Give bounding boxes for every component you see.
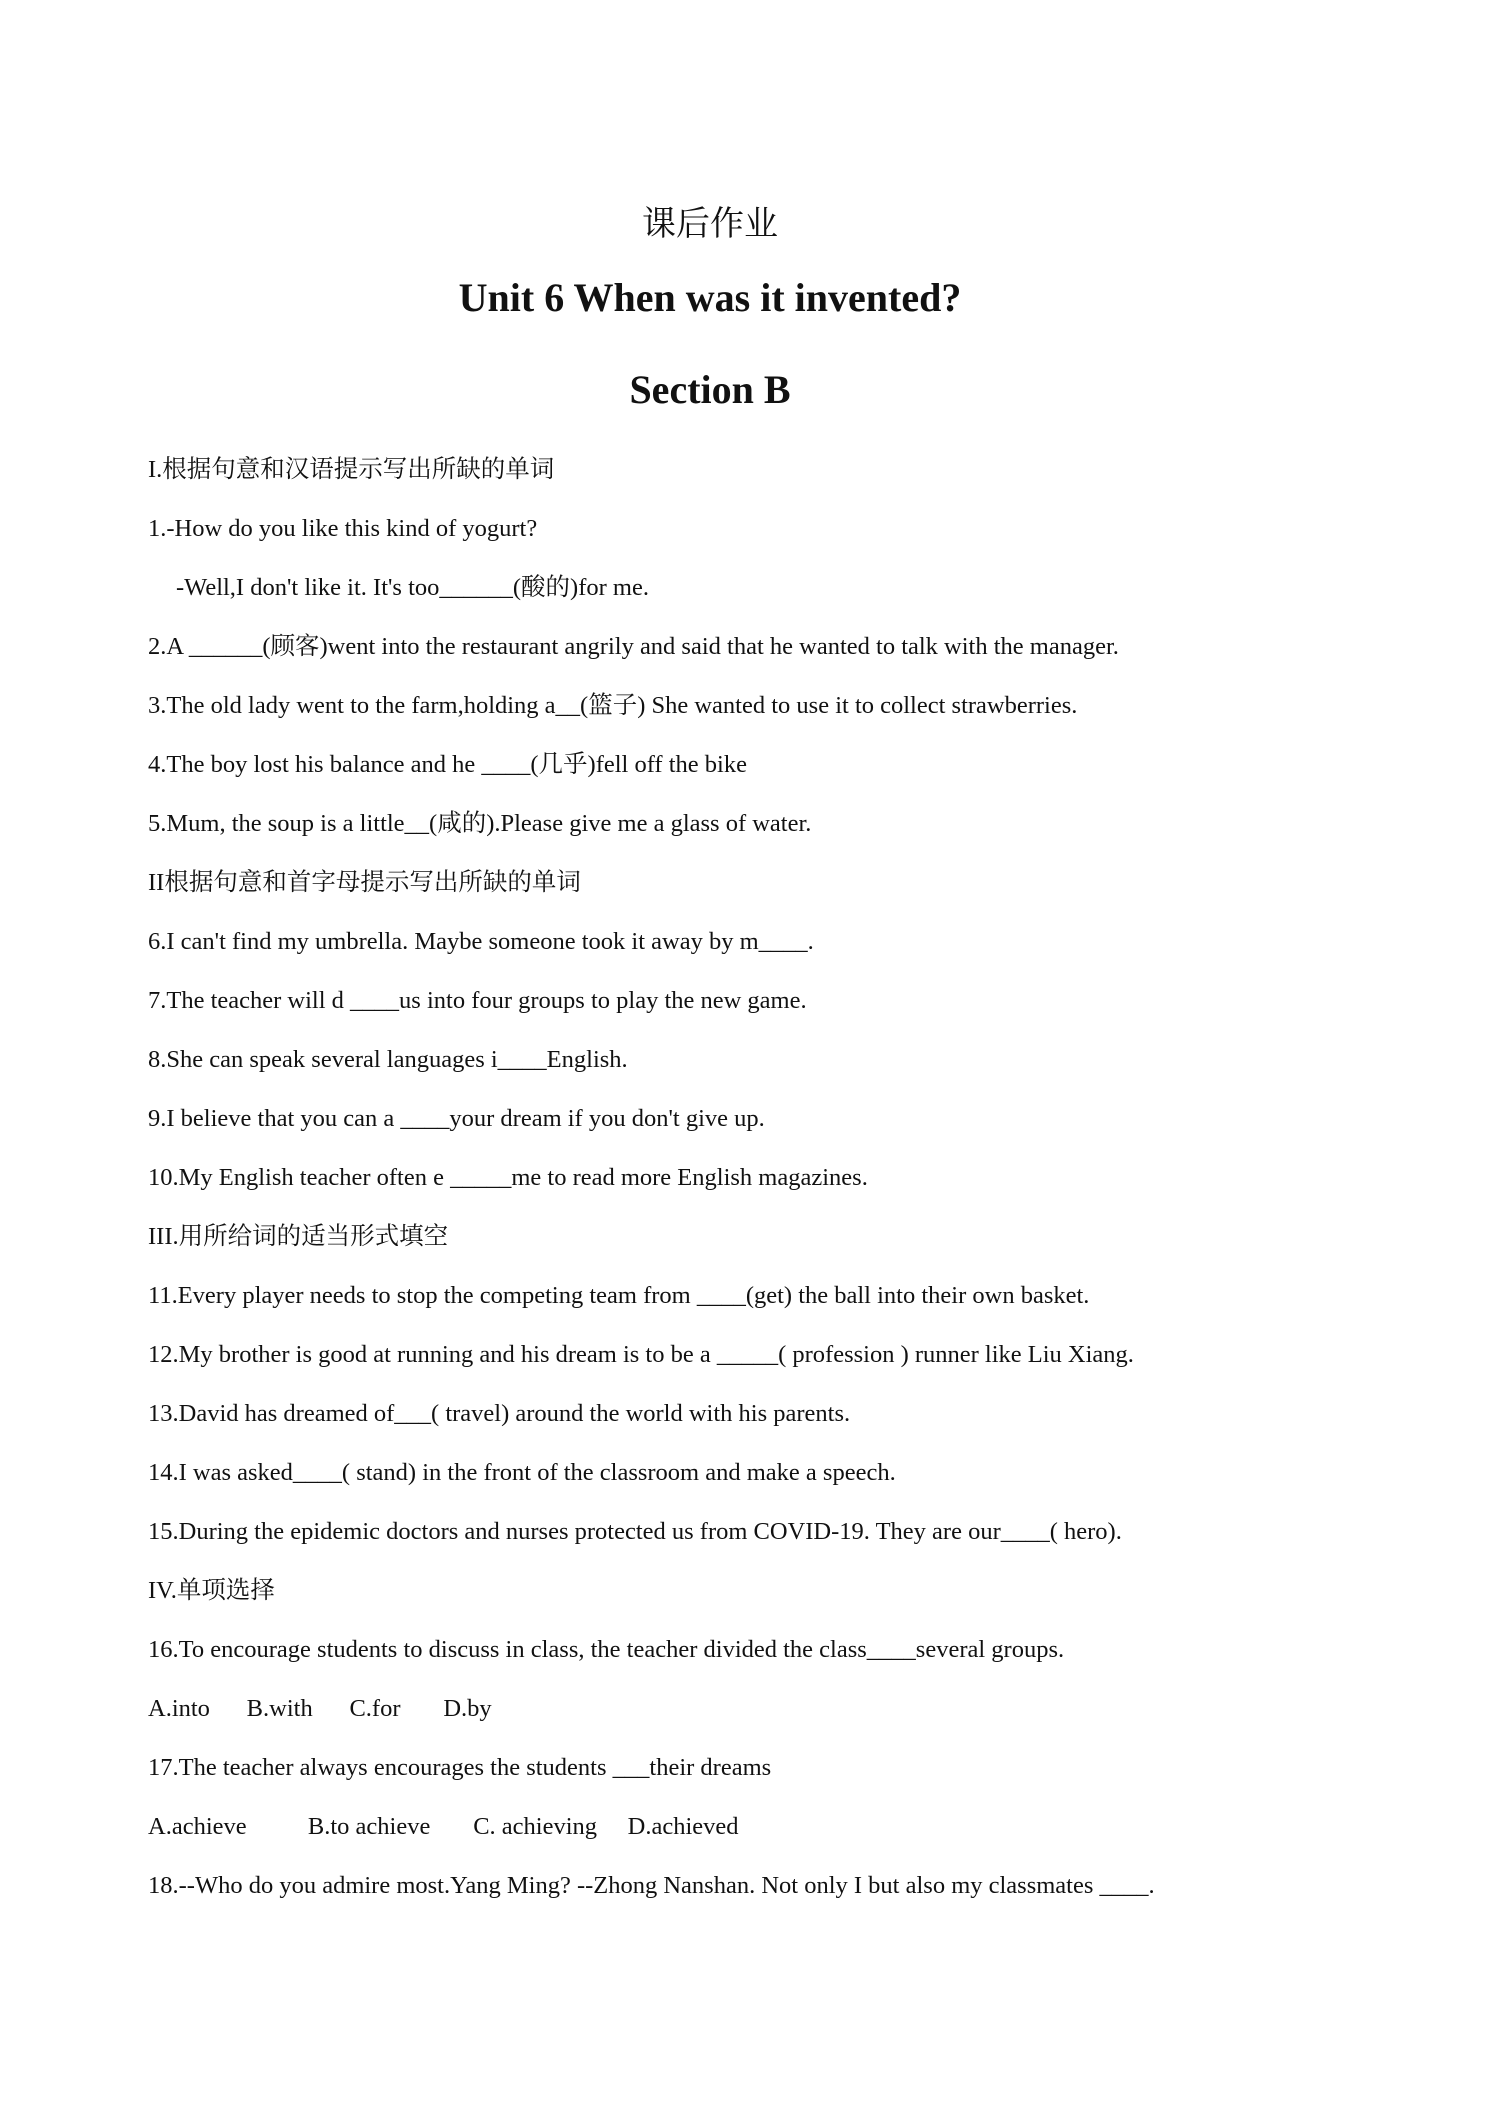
exercise-list [148, 450, 1348, 1925]
section-heading-2: II根据句意和首字母提示写出所缺的单词 [148, 869, 581, 896]
question-15: 15.During the epidemic doctors and nurses protected us from COVID-19. They are our____( hero). [148, 1518, 1122, 1545]
question-14: 14.I was asked____( stand) in the front of the classroom and make a speech. [148, 1459, 896, 1486]
question-16: 16.To encourage students to discuss in class, the teacher divided the class____several groups. [148, 1636, 1065, 1663]
section-heading-1: I.根据句意和汉语提示写出所缺的单词 [148, 456, 555, 483]
question-1: 1.-How do you like this kind of yogurt? [148, 515, 538, 542]
unit-title: Unit 6 When was it invented? [458, 275, 962, 320]
question-4: 4.The boy lost his balance and he ____(几乎)fell off the bike [148, 751, 747, 778]
question-1-answer-line: -Well,I don't like it. It's too______(酸的)for me. [176, 574, 649, 601]
section-heading-4: IV.单项选择 [148, 1577, 275, 1604]
question-13: 13.David has dreamed of___( travel) around the world with his parents. [148, 1400, 851, 1427]
question-5: 5.Mum, the soup is a little__(咸的).Please give me a glass of water. [148, 810, 812, 837]
question-2: 2.A ______(顾客)went into the restaurant angrily and said that he wanted to talk with the manager. [148, 633, 1119, 660]
question-16-options: A.into B.with C.for D.by [148, 1695, 492, 1722]
question-8: 8.She can speak several languages i____English. [148, 1046, 628, 1073]
question-12: 12.My brother is good at running and his dream is to be a _____( profession ) runner like Liu Xiang. [148, 1341, 1134, 1368]
question-11: 11.Every player needs to stop the competing team from ____(get) the ball into their own basket. [148, 1282, 1090, 1309]
question-6: 6.I can't find my umbrella. Maybe someone took it away by m____. [148, 928, 814, 955]
section-title: Section B [629, 367, 791, 412]
question-9: 9.I believe that you can a ____your dream if you don't give up. [148, 1105, 765, 1132]
question-17-options: A.achieve B.to achieve C. achieving D.achieved [148, 1813, 739, 1840]
question-3: 3.The old lady went to the farm,holding a__(篮子) She wanted to use it to collect strawberries. [148, 692, 1078, 719]
homework-title: 课后作业 [642, 204, 778, 244]
question-18: 18.--Who do you admire most.Yang Ming? --Zhong Nanshan. Not only I but also my classmates ____. [148, 1872, 1155, 1899]
question-7: 7.The teacher will d ____us into four groups to play the new game. [148, 987, 807, 1014]
section-heading-3: III.用所给词的适当形式填空 [148, 1223, 449, 1250]
question-17: 17.The teacher always encourages the students ___their dreams [148, 1754, 772, 1781]
question-10: 10.My English teacher often e _____me to read more English magazines. [148, 1164, 868, 1191]
